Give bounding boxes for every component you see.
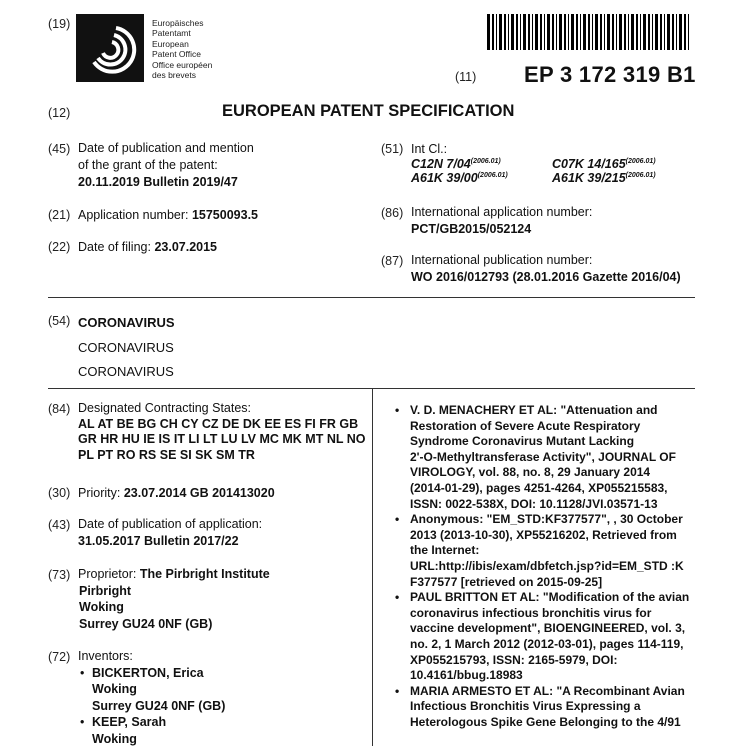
barcode-bar	[559, 14, 562, 50]
reference-line: VIROLOGY, vol. 88, no. 8, 29 January 2014	[410, 465, 689, 481]
proprietor-name: The Pirbright Institute	[140, 567, 270, 581]
barcode-bar	[504, 14, 506, 50]
code-45: (45)	[48, 142, 70, 156]
designated-states-line: AL AT BE BG CH CY CZ DE DK EE ES FI FR GB	[78, 417, 365, 433]
barcode-bar	[511, 14, 514, 50]
ipc-class	[411, 157, 501, 171]
barcode-bar	[600, 14, 602, 50]
inventors	[78, 648, 225, 747]
barcode-bar	[583, 14, 586, 50]
barcode-bar	[607, 14, 610, 50]
barcode-bar	[499, 14, 502, 50]
patent-number: EP 3 172 319 B1	[524, 62, 696, 88]
barcode-bar	[516, 14, 518, 50]
inventor-name: BICKERTON, Erica	[92, 665, 225, 682]
reference-line: MARIA ARMESTO ET AL: "A Recombinant Avian	[410, 684, 689, 700]
application-publication-value: 31.05.2017 Bulletin 2017/22	[78, 533, 262, 550]
invention-title-de: CORONAVIRUS	[78, 336, 175, 361]
barcode-bar	[655, 14, 658, 50]
reference-line: 2013 (2013-10-30), XP55216202, Retrieved from	[410, 528, 689, 544]
references-cited	[395, 403, 689, 730]
barcode-bar	[592, 14, 593, 50]
grant-date: 20.11.2019 Bulletin 2019/47	[78, 174, 254, 191]
code-87: (87)	[381, 254, 403, 268]
barcode-bar	[544, 14, 545, 50]
barcode-bar	[676, 14, 677, 50]
barcode-bar	[631, 14, 634, 50]
barcode-bar	[684, 14, 686, 50]
inventor-address: Surrey GU24 0NF (GB)	[92, 698, 225, 715]
barcode-bar	[492, 14, 494, 50]
reference-entry	[395, 512, 689, 590]
barcode-bar	[540, 14, 542, 50]
barcode-bar	[595, 14, 598, 50]
bullet: •	[395, 512, 399, 528]
grant-label-2: of the grant of the patent:	[78, 157, 254, 174]
barcode-bar	[660, 14, 662, 50]
reference-line: URL:http://ibis/exam/dbfetch.jsp?id=EM_STD :K	[410, 559, 689, 575]
barcode-bar	[628, 14, 629, 50]
barcode-bar	[532, 14, 533, 50]
barcode-bar	[636, 14, 638, 50]
barcode-bar	[568, 14, 569, 50]
application-number-value: 15750093.5	[192, 208, 258, 222]
ipc-class	[411, 171, 508, 185]
barcode-bar	[640, 14, 641, 50]
inventor	[78, 665, 225, 715]
barcode-bar	[619, 14, 622, 50]
reference-line: 10.4161/bbug.18983	[410, 668, 689, 684]
barcode-bar	[679, 14, 682, 50]
proprietor-address: Surrey GU24 0NF (GB)	[78, 616, 270, 633]
filing-date	[78, 240, 217, 254]
epo-logo	[76, 14, 144, 82]
barcode-bar	[648, 14, 650, 50]
bullet: •	[395, 590, 399, 606]
code-12: (12)	[48, 106, 70, 120]
bullet: •	[395, 684, 399, 700]
office-names	[152, 18, 212, 80]
reference-line: F377577 [retrieved on 2015-09-25]	[410, 575, 689, 591]
designated-states	[78, 401, 365, 463]
code-21: (21)	[48, 208, 70, 222]
bullet: •	[395, 403, 399, 419]
grant-label-1: Date of publication and mention	[78, 140, 254, 157]
code-72: (72)	[48, 650, 70, 664]
filing-date-label: Date of filing:	[78, 240, 154, 254]
ipc-class-name: A61K 39/215	[552, 171, 626, 185]
barcode-bar	[552, 14, 554, 50]
reference-entry	[395, 590, 689, 684]
barcode-bar	[576, 14, 578, 50]
reference-line: Syndrome Coronavirus Mutant Lacking	[410, 434, 689, 450]
int-cl-label: Int Cl.:	[411, 142, 447, 156]
code-51: (51)	[381, 142, 403, 156]
document-title: EUROPEAN PATENT SPECIFICATION	[222, 102, 514, 121]
reference-line: vaccine development", BIOENGINEERED, vol. 3,	[410, 621, 689, 637]
barcode-bar	[520, 14, 521, 50]
filing-date-value: 23.07.2015	[154, 240, 217, 254]
reference-line: PAUL BRITTON ET AL: "Modification of the avian	[410, 590, 689, 606]
barcode-bar	[580, 14, 581, 50]
proprietor	[78, 566, 270, 632]
priority-label: Priority:	[78, 486, 124, 500]
reference-entry	[395, 403, 689, 512]
invention-title-en: CORONAVIRUS	[78, 311, 175, 336]
priority	[78, 486, 275, 500]
barcode-bar	[508, 14, 509, 50]
inventor-address: Woking	[92, 731, 225, 747]
reference-line: the Internet:	[410, 543, 689, 559]
barcode-bar	[547, 14, 550, 50]
reference-line: no. 2, 1 March 2012 (2012-03-01), pages 114-119,	[410, 637, 689, 653]
reference-line: (2014-01-29), pages 4251-4264, XP055215583,	[410, 481, 689, 497]
ipc-class	[552, 157, 656, 171]
barcode-bar	[672, 14, 674, 50]
barcode-bar	[612, 14, 614, 50]
application-number	[78, 208, 258, 222]
proprietor-label: Proprietor:	[78, 567, 140, 581]
reference-line: Heterologous Spike Gene Belonging to the 4/91	[410, 715, 689, 731]
office-line: des brevets	[152, 70, 212, 80]
application-publication	[78, 516, 262, 550]
column-divider	[372, 388, 373, 746]
code-86: (86)	[381, 206, 403, 220]
barcode-graphic	[487, 14, 693, 50]
divider-top	[48, 297, 695, 298]
application-publication-label: Date of publication of application:	[78, 516, 262, 533]
barcode-bar	[535, 14, 538, 50]
ipc-class-name: C07K 14/165	[552, 157, 626, 171]
code-30: (30)	[48, 486, 70, 500]
barcode-bar	[528, 14, 530, 50]
code-54: (54)	[48, 314, 70, 328]
application-number-label: Application number:	[78, 208, 192, 222]
international-publication	[411, 252, 681, 286]
international-publication-label: International publication number:	[411, 252, 681, 269]
office-line: Patentamt	[152, 28, 212, 38]
international-publication-value: WO 2016/012793 (28.01.2016 Gazette 2016/04)	[411, 269, 681, 286]
reference-line: 2'-O-Methyltransferase Activity", JOURNAL OF	[410, 450, 689, 466]
designated-states-line: GR HR HU IE IS IT LI LT LU LV MC MK MT NL NO	[78, 432, 365, 448]
reference-line: XP055215793, ISSN: 2165-5979, DOI:	[410, 653, 689, 669]
reference-line: ISSN: 0022-538X, DOI: 10.1128/JVI.03571-13	[410, 497, 689, 513]
barcode-bar	[496, 14, 497, 50]
invention-title	[78, 311, 175, 385]
barcode-bar	[556, 14, 557, 50]
reference-line: coronavirus infectious bronchitis virus for	[410, 606, 689, 622]
barcode-bar	[664, 14, 665, 50]
inventor-address: Woking	[92, 681, 225, 698]
proprietor-address: Woking	[78, 599, 270, 616]
barcode-bar	[688, 14, 689, 50]
priority-value: 23.07.2014 GB 201413020	[124, 486, 275, 500]
international-application-label: International application number:	[411, 204, 592, 221]
barcode-bar	[564, 14, 566, 50]
code-22: (22)	[48, 240, 70, 254]
barcode-bar	[624, 14, 626, 50]
code-19: (19)	[48, 17, 70, 31]
ipc-class-version: (2006.01)	[626, 172, 656, 179]
code-84: (84)	[48, 402, 70, 416]
international-application-value: PCT/GB2015/052124	[411, 221, 592, 238]
barcode-bar	[604, 14, 605, 50]
barcode-bar	[616, 14, 617, 50]
invention-title-fr: CORONAVIRUS	[78, 360, 175, 385]
code-11: (11)	[455, 70, 476, 84]
barcode	[487, 14, 693, 50]
office-line: Europäisches	[152, 18, 212, 28]
reference-line: Infectious Bronchitis Virus Expressing a	[410, 699, 689, 715]
office-line: European	[152, 39, 212, 49]
ipc-class	[552, 171, 656, 185]
reference-line: Anonymous: "EM_STD:KF377577", , 30 October	[410, 512, 689, 528]
barcode-bar	[523, 14, 526, 50]
ipc-class-version: (2006.01)	[626, 158, 656, 165]
barcode-bar	[652, 14, 653, 50]
ipc-class-version: (2006.01)	[478, 172, 508, 179]
proprietor-address: Pirbright	[78, 583, 270, 600]
office-line: Patent Office	[152, 49, 212, 59]
reference-entry	[395, 684, 689, 731]
reference-line: V. D. MENACHERY ET AL: "Attenuation and	[410, 403, 689, 419]
office-line: Office européen	[152, 60, 212, 70]
barcode-bar	[571, 14, 574, 50]
ipc-class-name: C12N 7/04	[411, 157, 471, 171]
ipc-class-version: (2006.01)	[471, 158, 501, 165]
barcode-bar	[667, 14, 670, 50]
inventor-name: KEEP, Sarah	[92, 714, 225, 731]
bullet: •	[80, 665, 84, 682]
bullet: •	[80, 714, 84, 731]
ipc-class-name: A61K 39/00	[411, 171, 478, 185]
international-application	[411, 204, 592, 238]
inventors-label: Inventors:	[78, 648, 225, 665]
barcode-bar	[588, 14, 590, 50]
designated-states-label: Designated Contracting States:	[78, 401, 365, 417]
designated-states-line: PL PT RO RS SE SI SK SM TR	[78, 448, 365, 464]
grant-publication	[78, 140, 254, 191]
reference-line: Restoration of Severe Acute Respiratory	[410, 419, 689, 435]
inventor	[78, 714, 225, 747]
code-73: (73)	[48, 568, 70, 582]
code-43: (43)	[48, 518, 70, 532]
barcode-bar	[643, 14, 646, 50]
barcode-bar	[487, 14, 490, 50]
epo-logo-icon	[76, 14, 144, 82]
